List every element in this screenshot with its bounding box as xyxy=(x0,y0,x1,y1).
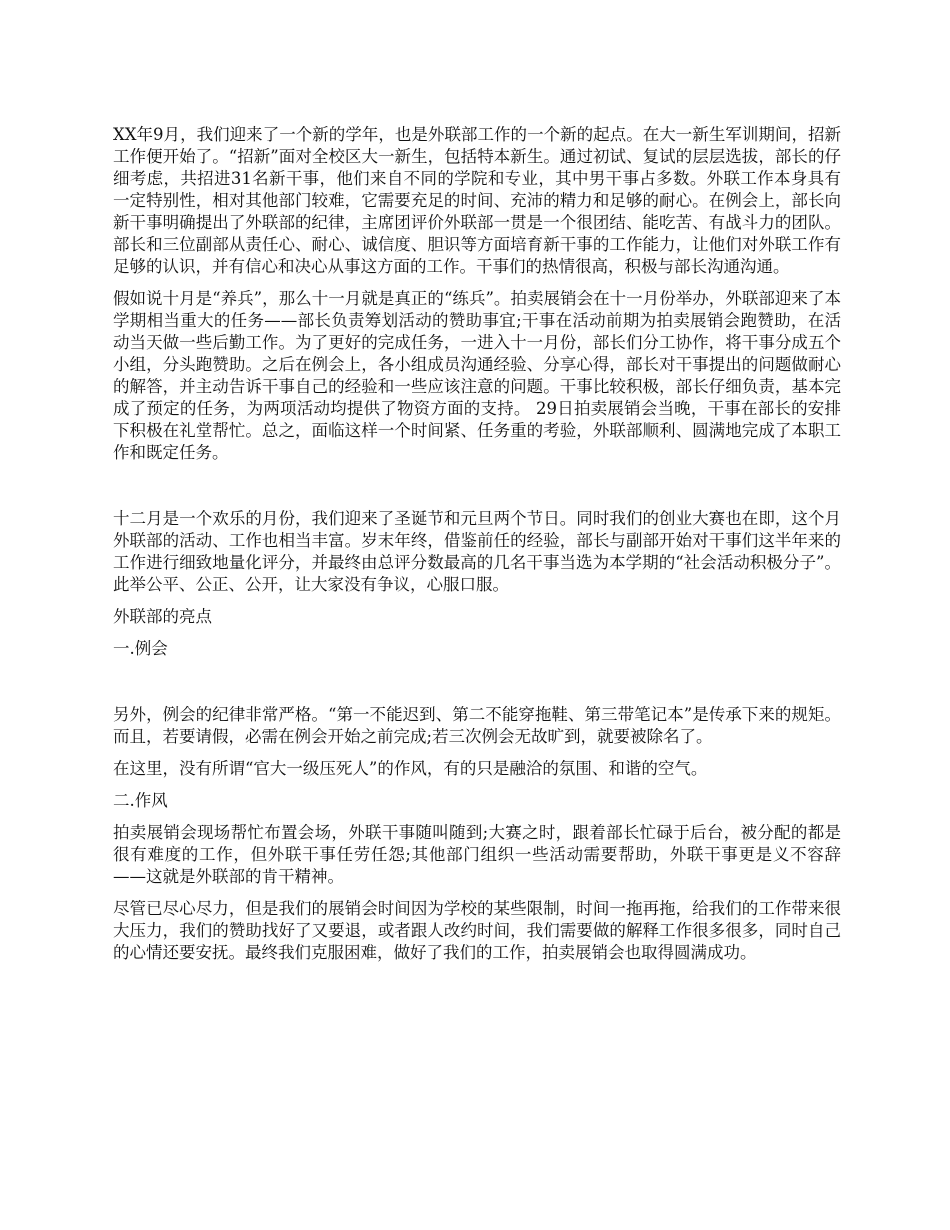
paragraph-spacer xyxy=(113,474,841,508)
paragraph-conclusion: 尽管已尽心尽力，但是我们的展销会时间因为学校的某些限制，时间一拖再拖，给我们的工作带来很大压力，我们的赞助找好了又要退，或者跟人改约时间，我们需要做的解释工作很多很多，同时自己的心情还要安抚。最终我们克服困难，做好了我们的工作，拍卖展销会也取得圆满成功。 xyxy=(113,899,841,962)
paragraph-atmosphere: 在这里，没有所谓“官大一级压死人”的作风，有的只是融洽的氛围、和谐的空气。 xyxy=(113,759,708,778)
section-heading-style: 二.作风 xyxy=(113,791,168,810)
paragraph-recruitment: XX年9月，我们迎来了一个新的学年，也是外联部工作的一个新的起点。在大一新生军训期间，招新工作便开始了。“招新”面对全校区大一新生，包括特本新生。通过初试、复试的层层选拔，部长的仔细考虑，共招进31名新干事，他们来自不同的学院和专业，其中男干事占多数。外联工作本身具有一定特别性，相对其他部门较难，它需要充足的时间、充沛的精力和足够的耐心。在例会上，部长向新干事明确提出了外联部的纪律，主席团评价外联部一贯是一个很团结、能吃苦、有战斗力的团队。部长和三位副部从责任心、耐心、诚信度、胆识等方面培育新干事的工作能力，让他们对外联工作有足够的认识，并有信心和决心从事这方面的工作。干事们的热情很高，积极与部长沟通沟通。 xyxy=(113,125,841,276)
paragraph-november: 假如说十月是“养兵”，那么十一月就是真正的“练兵”。拍卖展销会在十一月份举办，外联部迎来了本学期相当重大的任务——部长负责筹划活动的赞助事宜;干事在活动前期为拍卖展销会跑赞助，在活动当天做一些后勤工作。为了更好的完成任务，一进入十一月份，部长们分工协作，将干事分成五个小组，分头跑赞助。之后在例会上，各小组成员沟通经验、分享心得，部长对干事提出的问题做耐心的解答，并主动告诉干事自己的经验和一些应该注意的问题。干事比较积极，部长仔细负责，基本完成了预定的任务，为两项活动均提供了物资方面的支持。 29日拍卖展销会当晚，干事在部长的安排下积极在礼堂帮忙。总之，面临这样一个时间紧、任务重的考验，外联部顺利、圆满地完成了本职工作和既定任务。 xyxy=(113,289,841,462)
section-heading-highlights: 外联部的亮点 xyxy=(113,607,212,626)
paragraph-december: 十二月是一个欢乐的月份，我们迎来了圣诞节和元旦两个节日。同时我们的创业大赛也在即，这个月外联部的活动、工作也相当丰富。岁末年终，借鉴前任的经验，部长与副部开始对干事们这半年来的工作进行细致地量化评分，并最终由总评分数最高的几名干事当选为本学期的“社会活动积极分子”。此举公平、公正、公开，让大家没有争议，心服口服。 xyxy=(113,509,841,594)
paragraph-meeting-rules: 另外，例会的纪律非常严格。“第一不能迟到、第二不能穿拖鞋、第三带笔记本”是传承下来的规矩。而且，若要请假，必需在例会开始之前完成;若三次例会无故旷到，就要被除名了。 xyxy=(113,705,841,746)
paragraph-work-spirit: 拍卖展销会现场帮忙布置会场，外联干事随叫随到;大赛之时，跟着部长忙碌于后台，被分配的都是很有难度的工作，但外联干事任劳任怨;其他部门组织一些活动需要帮助，外联干事更是义不容辞——这就是外联部的肯干精神。 xyxy=(113,823,841,886)
paragraph-spacer xyxy=(113,670,841,704)
section-heading-meetings: 一.例会 xyxy=(113,639,168,658)
document-body xyxy=(113,124,841,974)
